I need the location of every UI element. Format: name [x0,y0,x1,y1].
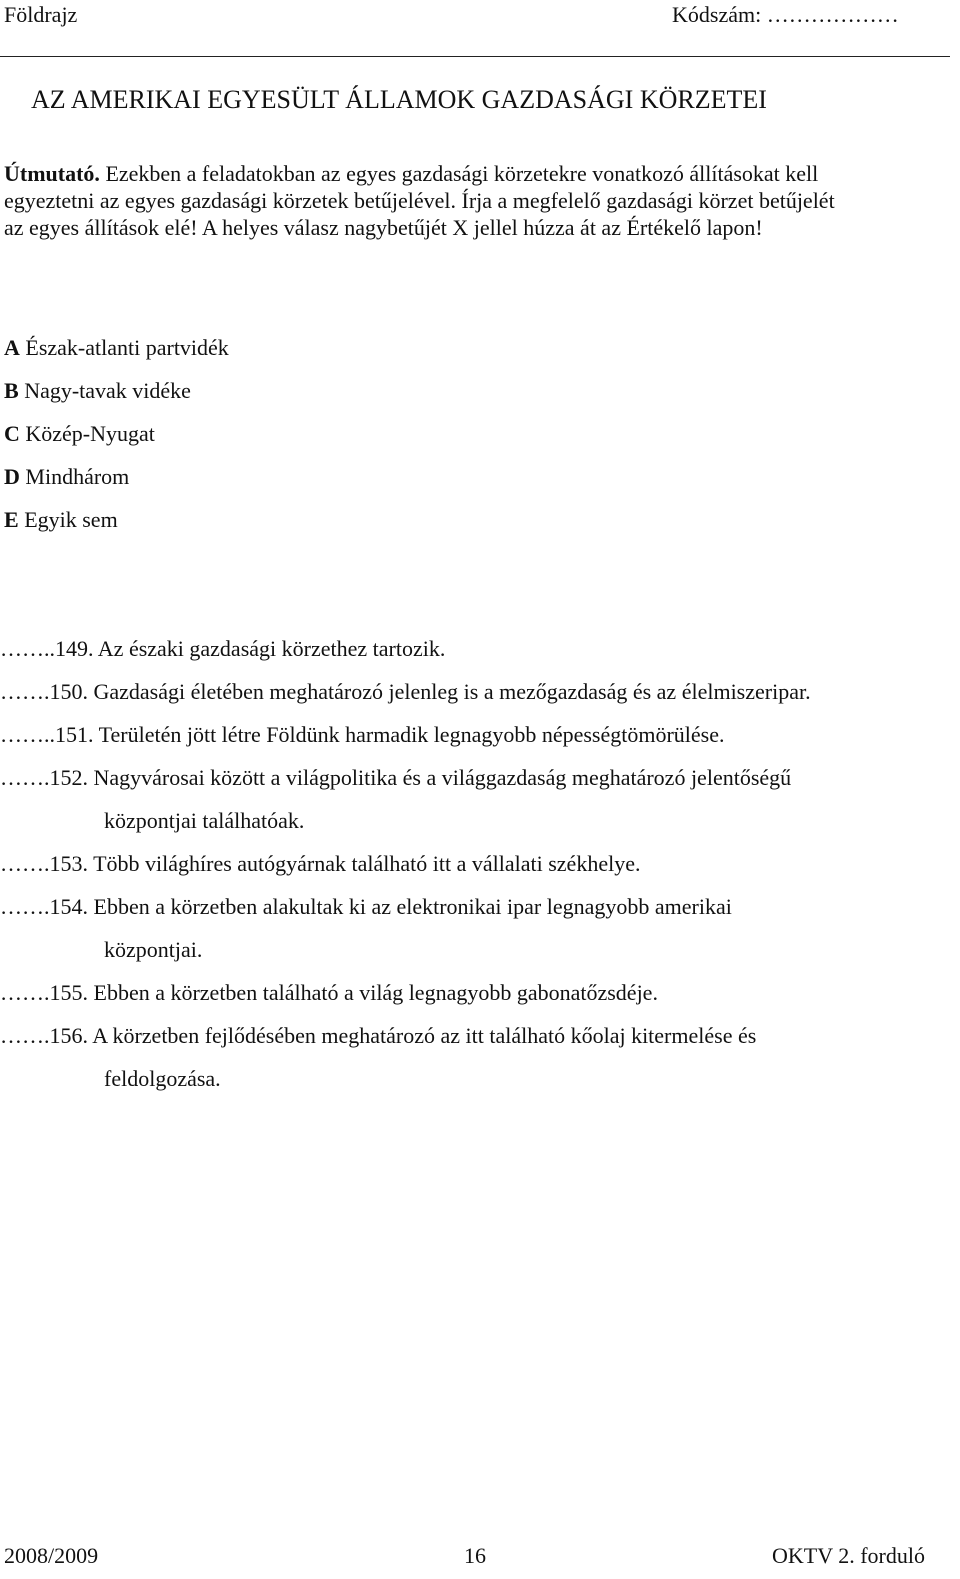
option-letter: C [4,421,20,446]
option-text: Mindhárom [19,464,130,489]
footer-round: OKTV 2. forduló [772,1543,925,1568]
option-text: Egyik sem [18,507,118,532]
instruction-text: Ezekben a feladatokban az egyes gazdasági körzetekre vonatkozó állításokat kell [99,161,819,186]
question-list [0,634,950,1107]
question-text: …….156. A körzetben fejlődésében meghatározó az itt található kőolaj kitermelése és [0,1023,757,1048]
question-155 [0,978,950,1021]
question-154 [0,892,950,978]
option-a [4,333,229,376]
option-e [4,505,229,548]
question-156 [0,1021,950,1107]
footer-year: 2008/2009 [4,1543,99,1568]
question-text: …….153. Több világhíres autógyárnak található itt a vállalati székhelye. [0,851,641,876]
question-153 [0,849,950,892]
question-152 [0,763,950,849]
option-letter: A [4,335,20,360]
instruction-label: Útmutató. [4,161,100,186]
instruction-line-3: az egyes állítások elé! A helyes válasz nagybetűjét X jellel húzza át az Értékelő lapon! [4,215,763,240]
question-text-continued: feldolgozása. [104,1066,221,1091]
option-letter: E [4,507,19,532]
header-code-label: Kódszám: ……………… [672,2,899,27]
instruction-line-1 [4,160,946,187]
header-subject: Földrajz [4,2,78,27]
instruction-paragraph [4,160,946,241]
question-text: ……..151. Területén jött létre Földünk harmadik legnagyobb népességtömörülése. [0,722,725,747]
option-letter: D [4,464,20,489]
question-text: ……..149. Az északi gazdasági körzethez tartozik. [0,636,446,661]
option-text: Nagy-tavak vidéke [18,378,191,403]
question-151 [0,720,950,763]
instruction-line-2: egyeztetni az egyes gazdasági körzetek betűjelével. Írja a megfelelő gazdasági körzet betűjelét [4,188,835,213]
question-150 [0,677,950,720]
question-text: …….155. Ebben a körzetben található a világ legnagyobb gabonatőzsdéje. [0,980,658,1005]
question-text: …….154. Ebben a körzetben alakultak ki az elektronikai ipar legnagyobb amerikai [0,894,732,919]
option-text: Közép-Nyugat [19,421,155,446]
option-letter: B [4,378,19,403]
option-list [4,333,229,548]
question-text: …….152. Nagyvárosai között a világpolitika és a világgazdaság meghatározó jelentőségű [0,765,792,790]
page-title: AZ AMERIKAI EGYESÜLT ÁLLAMOK GAZDASÁGI KÖRZETEI [31,85,767,114]
question-text-continued: központjai. [104,937,203,962]
question-text-continued: központjai találhatóak. [104,808,305,833]
header-divider [0,56,950,57]
option-b [4,376,229,419]
option-text: Észak-atlanti partvidék [19,335,229,360]
option-c [4,419,229,462]
question-149 [0,634,950,677]
question-text: …….150. Gazdasági életében meghatározó jelenleg is a mezőgazdaság és az élelmiszeripar. [0,679,811,704]
option-d [4,462,229,505]
footer-page-number: 16 [464,1543,486,1568]
